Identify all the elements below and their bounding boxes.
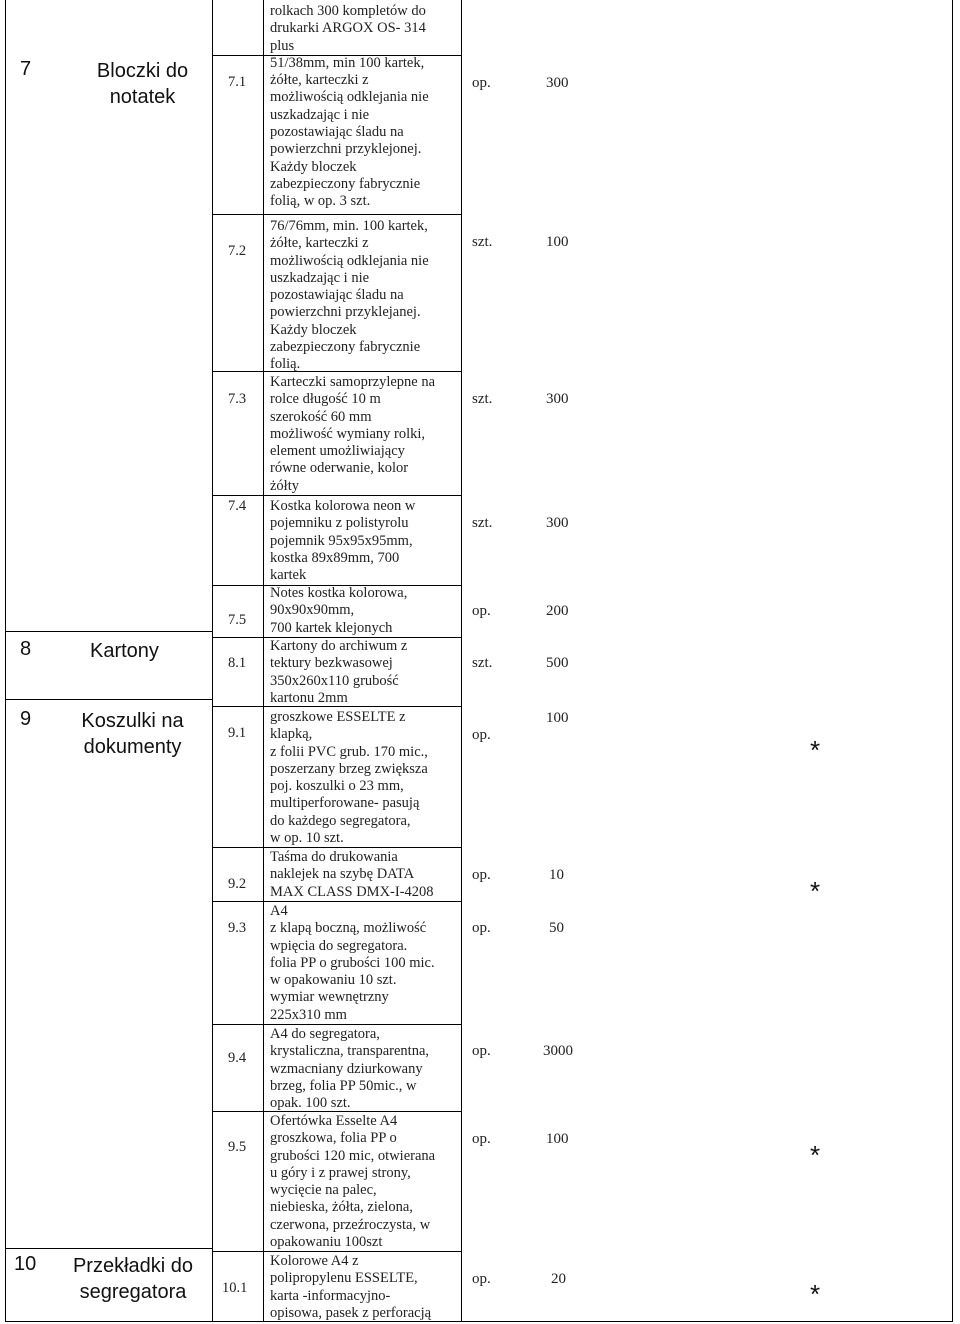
row-divider: [212, 901, 461, 902]
item-unit: szt.: [472, 234, 493, 250]
item-unit: op.: [472, 727, 491, 743]
category-name: Koszulki na dokumenty: [81, 710, 184, 758]
item-number: 9.2: [228, 876, 247, 892]
item-quantity: 300: [546, 75, 569, 91]
category-name: Bloczki do notatek: [96, 60, 189, 108]
asterisk-mark: *: [810, 1279, 821, 1309]
item-number: 9.4: [228, 1050, 247, 1066]
item-unit: op.: [472, 920, 491, 936]
item-unit: op.: [472, 1043, 491, 1059]
row-divider: [212, 1024, 461, 1025]
item-quantity: 100: [546, 1131, 569, 1147]
item-unit: szt.: [472, 515, 493, 531]
column-divider: [263, 0, 264, 1322]
asterisk-mark: *: [810, 735, 821, 765]
item-quantity: 300: [546, 391, 569, 407]
item-description: Notes kostka kolorowa, 90x90x90mm, 700 kartek klejonych: [270, 585, 408, 636]
item-number: 7.3: [228, 391, 247, 407]
item-quantity: 200: [546, 603, 569, 619]
item-quantity: 100: [546, 234, 569, 250]
item-quantity: 10: [549, 867, 564, 883]
item-description: Taśma do drukowania naklejek na szybę DATA MAX CLASS DMX-I-4208: [270, 849, 434, 900]
column-divider: [212, 0, 213, 1322]
column-divider: [461, 0, 462, 1322]
item-unit: op.: [472, 867, 491, 883]
item-number: 10.1: [222, 1280, 248, 1296]
item-number: 9.3: [228, 920, 247, 936]
item-description: groszkowe ESSELTE z klapką, z folii PVC grub. 170 mic., poszerzany brzeg zwiększa poj. koszulki o 23 mm, multiperforowane- pasują do każdego segregatora, w op. 10 szt.: [270, 709, 428, 847]
item-quantity: 50: [549, 920, 564, 936]
item-description: Kartony do archiwum z tektury bezkwasowej 350x260x110 grubość kartonu 2mm: [270, 638, 408, 706]
item-unit: szt.: [472, 655, 493, 671]
category-number: 10: [14, 1253, 37, 1275]
item-description: rolkach 300 kompletów do drukarki ARGOX OS- 314 plus 51/38mm, min 100 kartek, żółte, karteczki z możliwością odklejania nie uszkadzając i nie pozostawiając śladu na powierzchni przyklejonej. Każdy bloczek zabezpieczony fabrycznie folią, w op. 3 szt.: [270, 3, 429, 210]
category-number: 9: [20, 708, 32, 730]
item-quantity: 100: [546, 710, 569, 726]
item-number: 7.4: [228, 498, 247, 514]
row-divider: [212, 214, 461, 215]
item-number: 7.1: [228, 74, 247, 90]
item-quantity: 300: [546, 515, 569, 531]
item-description: 76/76mm, min. 100 kartek, żółte, karteczki z możliwością odklejania nie uszkadzając i nie pozostawiając śladu na powierzchni przyklejanej. Każdy bloczek zabezpieczony fabrycznie folią.: [270, 218, 429, 373]
item-description: A4 do segregatora, krystaliczna, transparentna, wzmacniany dziurkowany brzeg, folia PP 50mic., w opak. 100 szt.: [270, 1026, 430, 1112]
row-divider: [5, 631, 212, 632]
row-divider: [212, 495, 461, 496]
category-number: 8: [20, 638, 32, 660]
item-description: Ofertówka Esselte A4 groszkowa, folia PP o grubości 120 mic, otwierana u góry i z prawej strony, wycięcie na palec, niebieska, żółta, zielona, czerwona, przeźroczysta, w opakowaniu 100szt: [270, 1113, 436, 1251]
category-number: 7: [20, 58, 32, 80]
item-number: 9.5: [228, 1139, 247, 1155]
item-unit: op.: [472, 603, 491, 619]
item-description: Kostka kolorowa neon w pojemniku z polistyrolu pojemnik 95x95x95mm, kostka 89x89mm, 700 kartek: [270, 498, 416, 584]
category-name: Przekładki do segregatora: [72, 1255, 194, 1303]
item-unit: op.: [472, 1131, 491, 1147]
category-name: Kartony: [90, 640, 159, 662]
item-quantity: 3000: [543, 1043, 573, 1059]
item-quantity: 500: [546, 655, 569, 671]
row-divider: [5, 1248, 212, 1249]
item-number: 7.2: [228, 243, 247, 259]
item-quantity: 20: [551, 1271, 566, 1287]
item-description: A4 z klapą boczną, możliwość wpięcia do segregatora. folia PP o grubości 100 mic. w opakowaniu 10 szt. wymiar wewnętrzny 225x310 mm: [270, 903, 435, 1023]
item-unit: op.: [472, 75, 491, 91]
item-description: Karteczki samoprzylepne na rolce długość 10 m szerokość 60 mm możliwość wymiany rolki, element umożliwiający równe oderwanie, kolor żółty: [270, 374, 436, 494]
asterisk-mark: *: [810, 1140, 821, 1170]
item-number: 9.1: [228, 725, 247, 741]
item-unit: szt.: [472, 391, 493, 407]
row-divider: [5, 699, 212, 700]
item-unit: op.: [472, 1271, 491, 1287]
item-number: 8.1: [228, 655, 247, 671]
item-number: 7.5: [228, 612, 247, 628]
item-description: Kolorowe A4 z polipropylenu ESSELTE, karta -informacyjno- opisowa, pasek z perforacją: [270, 1253, 432, 1321]
asterisk-mark: *: [810, 876, 821, 906]
